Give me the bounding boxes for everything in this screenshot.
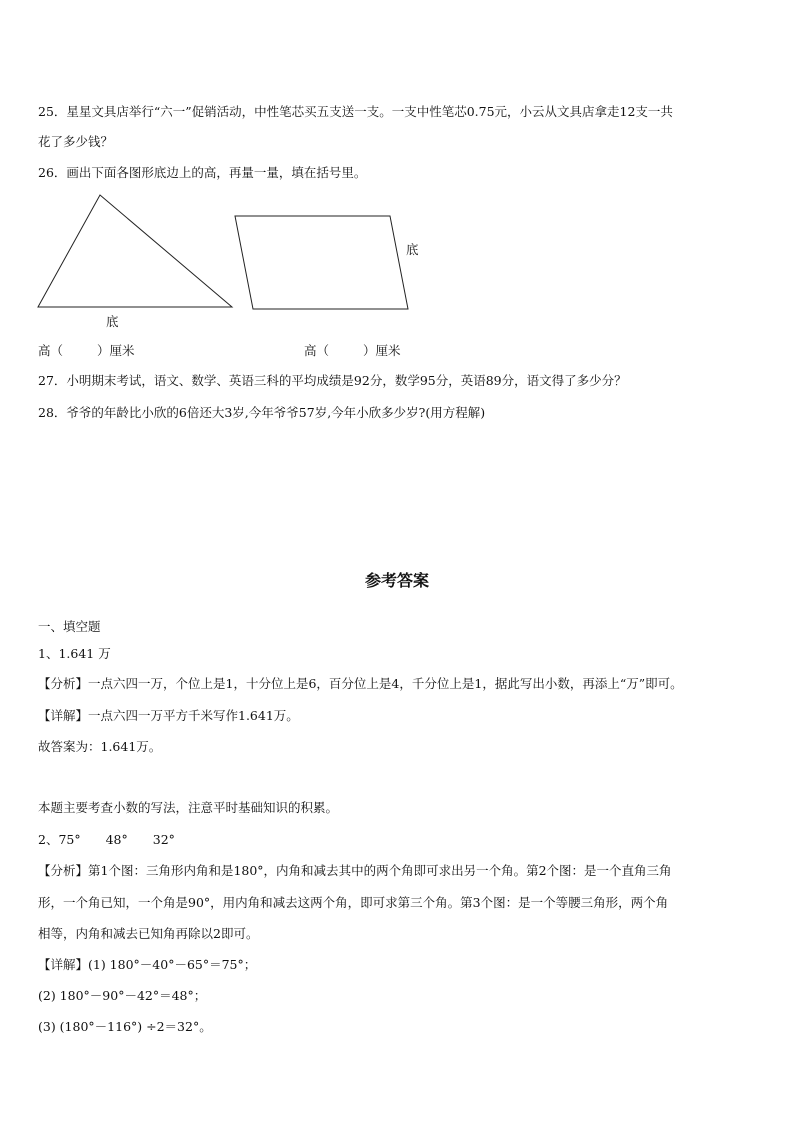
triangle-shape <box>38 195 232 307</box>
answer-1-detail: 【详解】一点六四一万平方千米写作1.641万。 <box>38 708 299 723</box>
answer-1-note: 本题主要考查小数的写法，注意平时基础知识的积累。 <box>38 800 339 815</box>
height-prefix: 高（ <box>38 343 64 358</box>
question-26: 26．画出下面各图形底边上的高，再量一量，填在括号里。 <box>38 165 367 180</box>
triangle-height-answer <box>38 343 135 359</box>
answer-2-analysis-line-1: 【分析】第1个图：三角形内角和是180°，内角和减去其中的两个角即可求出另一个角。第2个图：是一个直角三角 <box>38 863 672 878</box>
triangle-base-label: 底 <box>106 314 119 329</box>
answer-2-head: 2、75° 48° 32° <box>38 832 175 847</box>
answers-title: 参考答案 <box>364 571 429 590</box>
question-28: 28．爷爷的年龄比小欣的6倍还大3岁,今年爷爷57岁,今年小欣多少岁?(用方程解) <box>38 405 486 420</box>
answer-1-head: 1、1.641 万 <box>38 646 111 661</box>
height-prefix: 高（ <box>304 343 330 358</box>
answer-1-analysis: 【分析】一点六四一万，个位上是1，十分位上是6，百分位上是4，千分位上是1，据此写出小数，再添上“万”即可。 <box>38 676 683 691</box>
height-suffix: ）厘米 <box>363 343 401 358</box>
answer-2-analysis-line-2: 形，一个角已知，一个角是90°，用内角和减去这两个角，即可求第三个角。第3个图：是一个等腰三角形，两个角 <box>38 895 669 910</box>
answer-1-conclusion: 故答案为：1.641万。 <box>38 739 162 754</box>
answer-2-detail-1: 【详解】(1) 180°－40°－65°＝75°； <box>38 957 257 972</box>
answer-2-detail-3: (3) (180°－116°) ÷2＝32°。 <box>38 1019 212 1034</box>
height-suffix: ）厘米 <box>97 343 135 358</box>
question-27: 27．小明期末考试，语文、数学、英语三科的平均成绩是92分，数学95分，英语89分，语文得了多少分？ <box>38 373 627 388</box>
parallelogram-height-answer <box>304 343 401 359</box>
answer-2-detail-2: (2) 180°－90°－42°＝48°； <box>38 988 207 1003</box>
geometry-figures <box>0 0 794 360</box>
parallelogram-shape <box>235 216 408 309</box>
section-heading-fill-blank: 一、填空题 <box>38 619 101 634</box>
answer-2-analysis-line-3: 相等，内角和减去已知角再除以2即可。 <box>38 926 259 941</box>
question-25-line-1: 25．星星文具店举行“六一”促销活动，中性笔芯买五支送一支。一支中性笔芯0.75元，小云从文具店拿走12支一共 <box>38 104 673 119</box>
parallelogram-base-label: 底 <box>406 242 419 257</box>
question-25-line-2: 花了多少钱？ <box>38 134 114 149</box>
